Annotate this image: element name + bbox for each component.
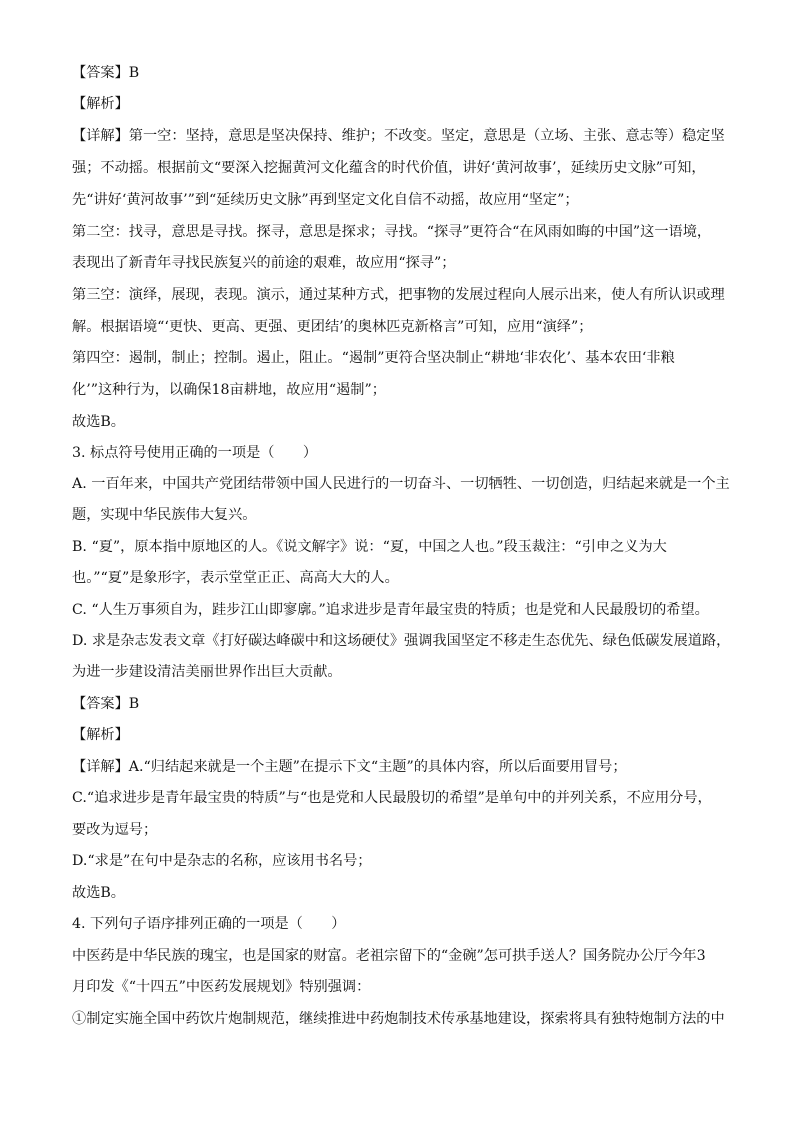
text-line: 故选B。	[72, 885, 125, 901]
text-line: 中医药是中华民族的瑰宝，也是国家的财富。老祖宗留下的“金碗”怎可拱手送人？国务院办公厅今年3	[72, 948, 706, 964]
text-line: 要改为逗号；	[72, 822, 158, 838]
text-line: 强；不动摇。根据前文“要深入挖掘黄河文化蕴含的时代价值，讲好‘黄河故事’，延续历史文脉”可知，	[72, 160, 706, 176]
text-line: 化’”这种行为，以确保18亩耕地，故应用“遏制”；	[72, 382, 386, 398]
text-line: 【详解】A.“归结起来就是一个主题”在提示下文“主题”的具体内容，所以后面要用冒号；	[72, 759, 627, 775]
text-line: 先“讲好‘黄河故事’”到“延续历史文脉”再到坚定文化自信不动摇，故应用“坚定”；	[72, 192, 579, 208]
text-line: 第四空：遏制，制止；控制。遏止，阻止。“遏制”更符合坚决制止“耕地‘非农化’、基本农田‘非粮	[72, 350, 675, 366]
text-line: 【解析】	[72, 96, 129, 112]
text-line: 【答案】B	[72, 696, 140, 712]
text-line: 第二空：找寻，意思是寻找。探寻，意思是探求；寻找。“探寻”更符合“在风雨如晦的中国”这一语境，	[72, 224, 712, 240]
option-b-cont: 也。”“夏”是象形字，表示堂堂正正、高高大大的人。	[72, 570, 399, 586]
text-line: 月印发《“十四五”中医药发展规划》特别强调：	[72, 979, 371, 995]
text-line: 【答案】B	[72, 65, 140, 81]
option-d: D. 求是杂志发表文章《打好碳达峰碳中和这场硬仗》强调我国坚定不移走生态优先、绿色低碳发展道路，	[72, 633, 731, 649]
option-b: B. “夏”，原本指中原地区的人。《说文解字》说：“夏，中国之人也。”段玉裁注：“引申之义为大	[72, 539, 667, 555]
option-a-cont: 题，实现中华民族伟大复兴。	[72, 507, 257, 523]
question-title: 4. 下列句子语序排列正确的一项是（ ）	[72, 916, 346, 932]
option-a: A. 一百年来，中国共产党团结带领中国人民进行的一切奋斗、一切牺牲、一切创造，归结起来就是一个主	[72, 476, 730, 492]
text-line: 【解析】	[72, 727, 129, 743]
text-line: 【详解】第一空：坚持，意思是坚决保持、维护；不改变。坚定，意思是（立场、主张、意志等）稳定坚	[72, 128, 725, 144]
text-line: 第三空：演绎，展现，表现。演示，通过某种方式，把事物的发展过程向人展示出来，使人有所认识或理	[72, 287, 725, 303]
option-c: C. “人生万事须自为，跬步江山即寥廓。”追求进步是青年最宝贵的特质；也是党和人民最殷切的希望。	[72, 602, 709, 618]
text-line: 故选B。	[72, 414, 125, 430]
text-line: ①制定实施全国中药饮片炮制规范，继续推进中药炮制技术传承基地建设，探索将具有独特炮制方法的中	[72, 1011, 725, 1027]
text-line: D.“求是”在句中是杂志的名称，应该用书名号；	[72, 853, 372, 869]
text-line: C.“追求进步是青年最宝贵的特质”与“也是党和人民最殷切的希望”是单句中的并列关系，不应用分号，	[72, 790, 712, 806]
option-d-cont: 为进一步建设清洁美丽世界作出巨大贡献。	[72, 664, 342, 680]
text-line: 表现出了新青年寻找民族复兴的前途的艰难，故应用“探寻”；	[72, 255, 456, 271]
text-line: 解。根据语境“‘更快、更高、更强、更团结’的奥林匹克新格言”可知，应用“演绎”；	[72, 319, 593, 335]
question-title: 3. 标点符号使用正确的一项是（ ）	[72, 445, 318, 461]
